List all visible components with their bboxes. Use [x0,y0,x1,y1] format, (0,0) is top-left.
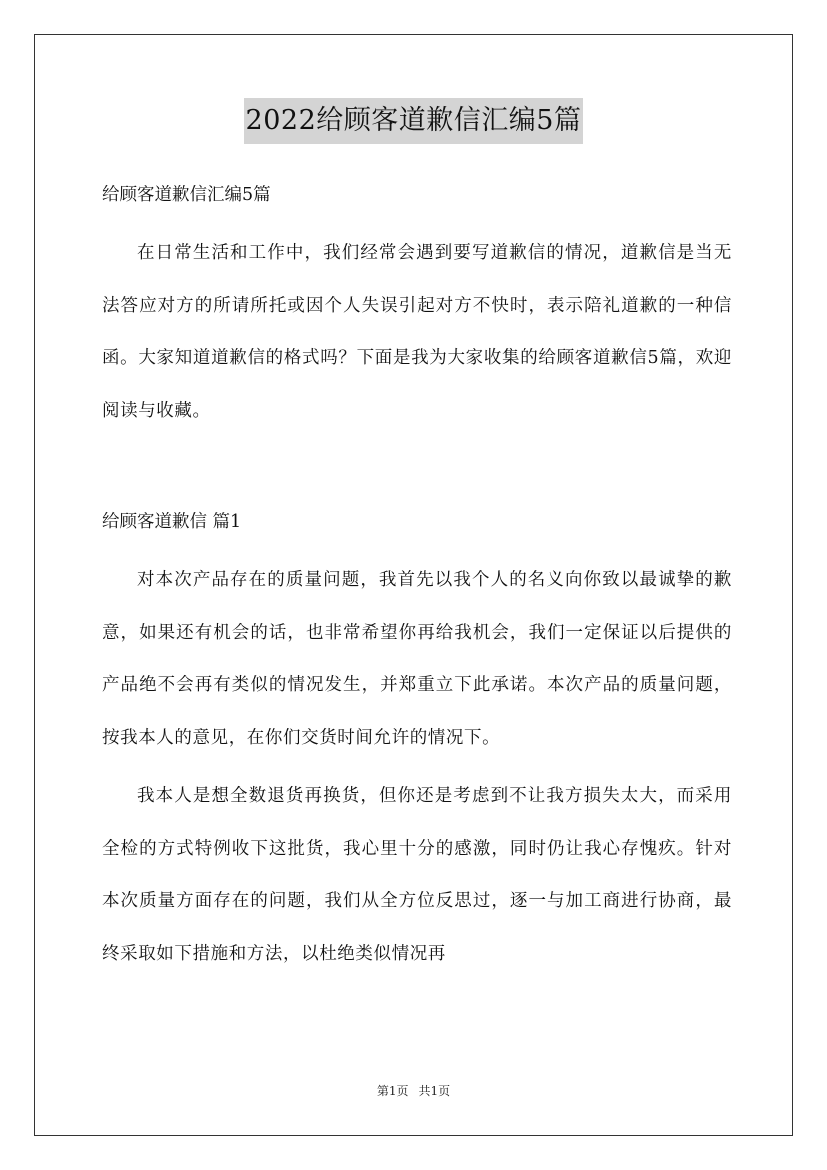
page-number: 第1页 [376,1084,409,1098]
title-container [0,98,827,144]
document-body [102,176,732,980]
section-heading: 给顾客道歉信 篇1 [102,512,242,532]
intro-paragraph: 在日常生活和工作中，我们经常会遇到要写道歉信的情况，道歉信是当无法答应对方的所请所托或因个人失误引起对方不快时，表示陪礼道歉的一种信函。大家知道道歉信的格式吗？下面是我为大家收集的给顾客道歉信5篇，欢迎阅读与收藏。 [102,243,732,421]
page-footer [0,1082,827,1100]
body-paragraph-1: 对本次产品存在的质量问题，我首先以我个人的名义向你致以最诚挚的歉意，如果还有机会的话，也非常希望你再给我机会，我们一定保证以后提供的产品绝不会再有类似的情况发生，并郑重立下此承诺。本次产品的质量问题，按我本人的意见，在你们交货时间允许的情况下。 [102,570,732,748]
body-paragraph-2: 我本人是想全数退货再换货，但你还是考虑到不让我方损失太大，而采用全检的方式特例收下这批货，我心里十分的感激，同时仍让我心存愧疚。针对本次质量方面存在的问题，我们从全方位反思过，逐一与加工商进行协商，最终采取如下措施和方法，以杜绝类似情况再 [102,786,732,964]
document-title: 2022给顾客道歉信汇编5篇 [244,98,584,144]
document-subtitle: 给顾客道歉信汇编5篇 [102,185,271,205]
total-pages: 共1页 [418,1084,451,1098]
